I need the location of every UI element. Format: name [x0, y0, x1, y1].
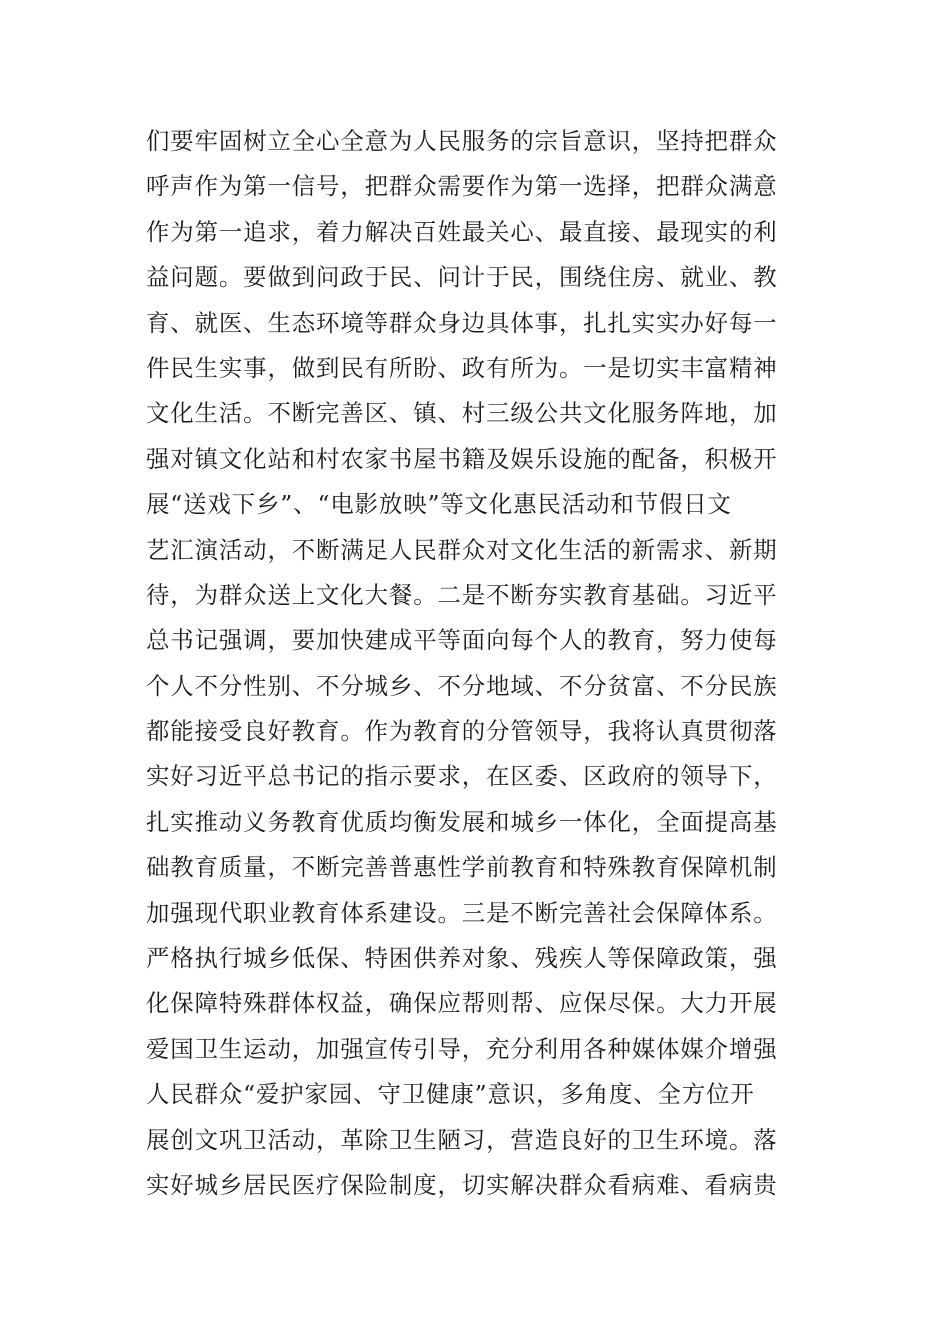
text-line: 严格执行城乡低保、特困供养对象、残疾人等保障政策，强 — [146, 944, 778, 973]
text-line: 实好城乡居民医疗保险制度，切实解决群众看病难、看病贵 — [146, 1170, 778, 1199]
text-line: 爱国卫生运动，加强宣传引导，充分利用各种媒体媒介增强 — [146, 1034, 778, 1063]
text-line: 强对镇文化站和村农家书屋书籍及娱乐设施的配备，积极开 — [146, 444, 778, 473]
text-line: 们要牢固树立全心全意为人民服务的宗旨意识，坚持把群众 — [146, 127, 778, 155]
text-line: 加强现代职业教育体系建设。三是不断完善社会保障体系。 — [146, 898, 778, 927]
text-line: 总书记强调，要加快建成平等面向每个人的教育，努力使每 — [146, 626, 778, 655]
text-line: 益问题。要做到问政于民、问计于民，围绕住房、就业、教 — [146, 263, 778, 292]
text-line: 个人不分性别、不分城乡、不分地域、不分贫富、不分民族 — [146, 671, 778, 700]
text-line: 扎实推动义务教育优质均衡发展和城乡一体化，全面提高基 — [146, 807, 778, 836]
text-line: 待，为群众送上文化大餐。二是不断夯实教育基础。习近平 — [146, 580, 778, 609]
text-line: 艺汇演活动，不断满足人民群众对文化生活的新需求、新期 — [146, 535, 778, 564]
text-line: 实好习近平总书记的指示要求，在区委、区政府的领导下， — [146, 762, 778, 791]
text-line: 呼声作为第一信号，把群众需要作为第一选择，把群众满意 — [146, 172, 778, 201]
text-line: 件民生实事，做到民有所盼、政有所为。一是切实丰富精神 — [146, 353, 778, 382]
body-text — [146, 119, 816, 1208]
text-line: 础教育质量，不断完善普惠性学前教育和特殊教育保障机制 — [146, 853, 778, 882]
text-line: 展创文巩卫活动，革除卫生陋习，营造良好的卫生环境。落 — [146, 1125, 778, 1154]
text-line: 文化生活。不断完善区、镇、村三级公共文化服务阵地，加 — [146, 399, 778, 428]
text-line: 作为第一追求，着力解决百姓最关心、最直接、最现实的利 — [146, 217, 778, 246]
text-line: 育、就医、生态环境等群众身边具体事，扎扎实实办好每一 — [146, 308, 778, 337]
text-line: 化保障特殊群体权益，确保应帮则帮、应保尽保。大力开展 — [146, 989, 778, 1018]
text-line: 展“送戏下乡”、“电影放映”等文化惠民活动和节假日文 — [146, 490, 732, 519]
text-line: 人民群众“爱护家园、守卫健康”意识，多角度、全方位开 — [146, 1080, 755, 1109]
text-line: 都能接受良好教育。作为教育的分管领导，我将认真贯彻落 — [146, 717, 778, 746]
